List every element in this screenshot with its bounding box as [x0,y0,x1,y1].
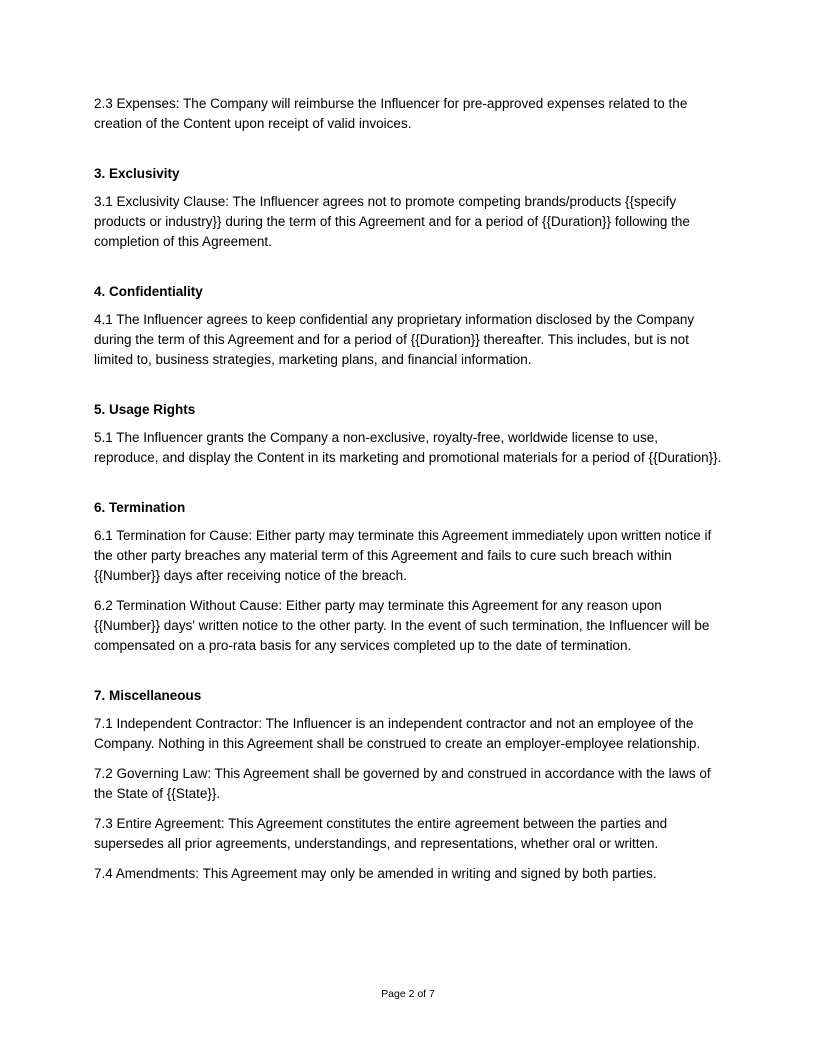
clause-6-1-termination-for-cause: 6.1 Termination for Cause: Either party may terminate this Agreement immediately upon written notice if the other party breaches any material term of this Agreement and fails to cure such breach within {{Number}} days after receiving notice of the breach. [94,528,712,583]
section-miscellaneous [94,686,722,884]
section-heading-termination: 6. Termination [94,500,186,515]
clause-2-3-expenses: 2.3 Expenses: The Company will reimburse the Influencer for pre-approved expenses related to the creation of the Content upon receipt of valid invoices. [94,96,688,131]
clause-7-3-entire-agreement: 7.3 Entire Agreement: This Agreement constitutes the entire agreement between the parties and supersedes all prior agreements, understandings, and representations, whether oral or written. [94,816,668,851]
clause-6-2-termination-without-cause: 6.2 Termination Without Cause: Either party may terminate this Agreement for any reason upon {{Number}} days' written notice to the other party. In the event of such termination, the Influencer will be compensated on a pro-rata basis for any services completed up to the date of termination. [94,598,710,653]
section-heading-usage-rights: 5. Usage Rights [94,402,196,417]
clause-3-1-exclusivity-clause: 3.1 Exclusivity Clause: The Influencer agrees not to promote competing brands/products {{specify products or industry}} during the term of this Agreement and for a period of {{Duration}} following the completion of this Agreement. [94,194,690,249]
section-confidentiality [94,282,722,370]
section-heading-confidentiality: 4. Confidentiality [94,284,203,299]
section-heading-miscellaneous: 7. Miscellaneous [94,688,202,703]
page-number-footer: Page 2 of 7 [381,988,435,1000]
clause-7-2-governing-law: 7.2 Governing Law: This Agreement shall be governed by and construed in accordance with the laws of the State of {{State}}. [94,766,711,801]
clause-7-1-independent-contractor: 7.1 Independent Contractor: The Influencer is an independent contractor and not an employee of the Company. Nothing in this Agreement shall be construed to create an employer-employee relationship. [94,716,701,751]
clause-4-1-confidentiality: 4.1 The Influencer agrees to keep confidential any proprietary information disclosed by the Company during the term of this Agreement and for a period of {{Duration}} thereafter. This includes, but is not limited to, business strategies, marketing plans, and financial information. [94,312,695,367]
section-heading-exclusivity: 3. Exclusivity [94,166,180,181]
clause-5-1-usage-rights: 5.1 The Influencer grants the Company a non-exclusive, royalty-free, worldwide license to use, reproduce, and display the Content in its marketing and promotional materials for a period of {{Duration}}. [94,430,722,465]
section-usage-rights [94,400,722,468]
clause-7-4-amendments: 7.4 Amendments: This Agreement may only be amended in writing and signed by both parties. [94,866,657,881]
section-exclusivity [94,164,722,252]
section-termination [94,498,722,656]
